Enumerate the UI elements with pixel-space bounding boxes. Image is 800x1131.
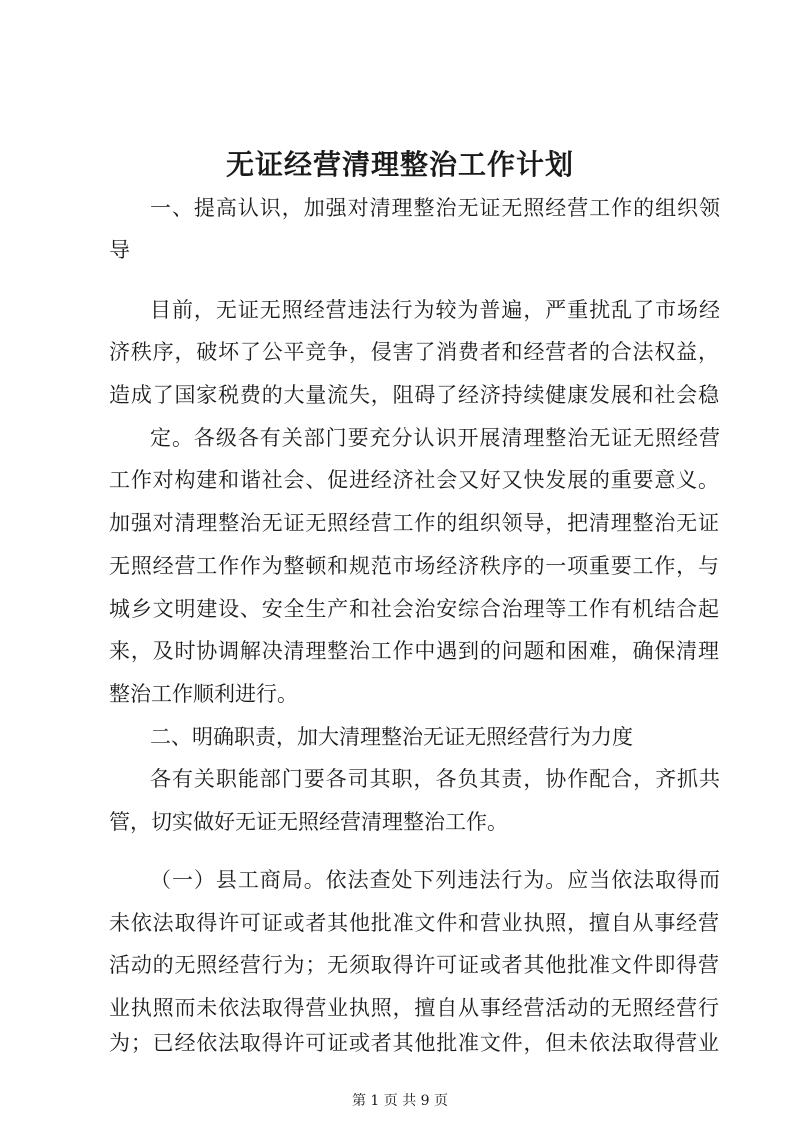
text-line: 目前，无证无照经营违法行为较为普遍，严重扰乱了市场经 xyxy=(150,298,720,322)
text-line: 业执照而未依法取得营业执照，擅自从事经营活动的无照经营行 xyxy=(109,996,719,1020)
page-footer: 第 1 页 共 9 页 xyxy=(351,1093,449,1109)
heading-section-2: 二、明确职责，加大清理整治无证无照经营行为力度 xyxy=(150,725,633,749)
text-line: 定。各级各有关部门要充分认识开展清理整治无证无照经营 xyxy=(150,426,720,450)
text-line: 管，切实做好无证无照经营清理整治工作。 xyxy=(109,810,508,834)
text-line: 城乡文明建设、安全生产和社会治安综合治理等工作有机结合起 xyxy=(109,597,719,621)
text-line: 造成了国家税费的大量流失，阻碍了经济持续健康发展和社会稳 xyxy=(109,383,719,407)
text-line: （一）县工商局。依法查处下列违法行为。应当依法取得而 xyxy=(150,868,720,892)
text-line: 济秩序，破坏了公平竞争，侵害了消费者和经营者的合法权益， xyxy=(109,340,719,364)
text-line: 来，及时协调解决清理整治工作中遇到的问题和困难，确保清理 xyxy=(109,639,719,663)
document-title: 无证经营清理整治工作计划 xyxy=(225,148,574,181)
text-line: 未依法取得许可证或者其他批准文件和营业执照，擅自从事经营 xyxy=(109,911,719,935)
text-line: 工作对构建和谐社会、促进经济社会又好又快发展的重要意义。 xyxy=(109,468,719,492)
text-line: 加强对清理整治无证无照经营工作的组织领导，把清理整治无证 xyxy=(109,511,719,535)
text-line: 为；已经依法取得许可证或者其他批准文件，但未依法取得营业 xyxy=(109,1031,719,1055)
text-line: 无照经营工作作为整顿和规范市场经济秩序的一项重要工作，与 xyxy=(109,554,719,578)
text-line: 活动的无照经营行为；无须取得许可证或者其他批准文件即得营 xyxy=(109,953,719,977)
text-line: 各有关职能部门要各司其职，各负其责，协作配合，齐抓共 xyxy=(150,767,720,791)
text-line: 导 xyxy=(109,238,130,262)
text-line: 整治工作顺利进行。 xyxy=(109,682,298,706)
heading-section-1: 一、提高认识，加强对清理整治无证无照经营工作的组织领 xyxy=(150,196,720,220)
